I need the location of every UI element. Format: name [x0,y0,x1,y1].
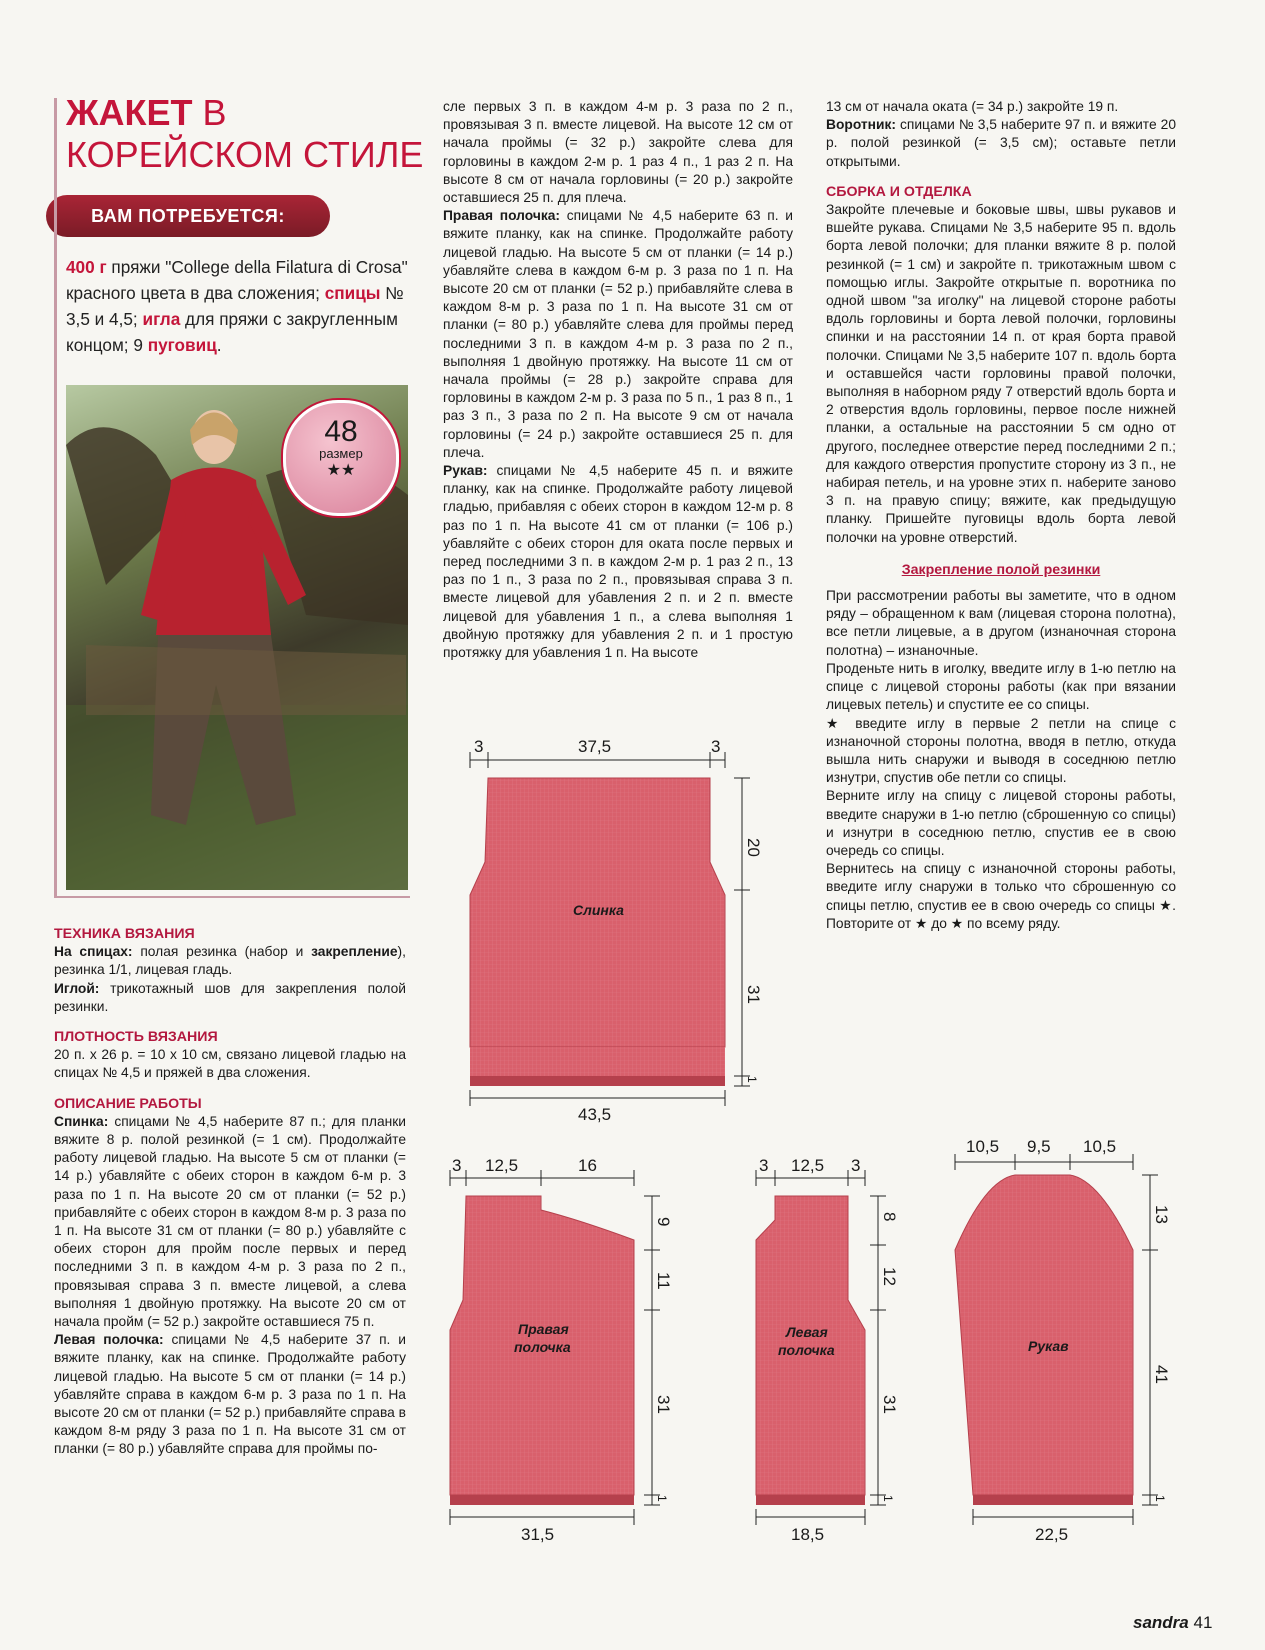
right-height-2: 11 [654,1272,673,1290]
materials-list: 400 г пряжи "College della Filatura di Crosa" красного цвета в два сложения; спицы № 3,5 и 4,5; игла для пряжи с закругленным концом; 9 пуговиц. [66,257,408,355]
left-top-mid: 12,5 [791,1156,825,1175]
left-top-left: 3 [759,1156,769,1175]
right-front-text: Правая полочка: спицами № 4,5 наберите 63 п. и вяжите планку, как на спинке. Продолжайте работу лицевой гладью. На высоте 5 см от планки (= 14 р.) убавляйте слева в каждом 6-м р. 3 раза по 1 п. На высоте 20 см от планки (= 52 р.) прибавляйте слева в каждом 8-м р. 3 раза по 1 п. На высоте 31 см от планки (= 80 р.) убавляйте слева для проймы перед последними 3 п. в каждом 4-м р. 3 раза по 2 п., выполняя 1 двойную протяжку. На высоте 11 см от начала проймы (= 28 р.) закройте справа для горловины в каждом 2-м р. 3 раза по 5 п., 1 раз 8 п., 1 раз 3 п., 3 раза по 2 п. На высоте 9 см от начала горловины (= 24 р.) закройте оставшиеся 25 п. для плеча. [443,208,793,460]
back-top-right: 3 [711,737,721,756]
heading-assembly: СБОРКА И ОТДЕЛКА [826,183,972,200]
technique-text-2: Иглой: трикотажный шов для закрепления полой резинки. [54,980,406,1014]
sleeve-top-right: 10,5 [1083,1137,1117,1156]
heading-description: ОПИСАНИЕ РАБОТЫ [54,1095,202,1112]
sleeve-continued: 13 см от начала оката (= 34 р.) закройте 19 п. [826,99,1119,114]
size-number: 48 [324,415,358,448]
title-bold: ЖАКЕТ [66,92,193,133]
page-footer [1133,1613,1212,1633]
right-front-plank [450,1495,634,1505]
rib-text-3: ★ введите иглу в первые 2 петли на спице с изнаночной стороны полотна, вводя в петлю, откуда вышла нить снаружи и выводя в соседнюю петлю изнутри, спустив обе петли со спицы. [826,715,1176,786]
materials-heading: ВАМ ПОТРЕБУЕТСЯ: [46,195,330,237]
sleeve-plank [973,1495,1133,1505]
back-label: Слинка [573,902,624,918]
sleeve-text: Рукав: спицами № 4,5 наберите 45 п. и вяжите планку, как на спинке. Продолжайте работу лицевой гладью, прибавляя с обеих сторон в каждом 12-м р. 8 раз по 1 п. На высоте 41 см от планки (= 106 р.) убавляйте с обеих сторон для оката после первых и перед последними 3 п. в каждом 2-м р. 1 раз 2 п., 13 раз по 1 п., 3 раза по 2 п., провязывая справа 3 п. вместе лицевой для убавления 2 п. и 2 п. вместе лицевой для убавления 1 п., а слева выполняя 1 двойную протяжку для убавления 2 п. и 1 простую протяжку для убавления 1 п. На высоте [443,463,793,661]
back-height-3: 1 [745,1076,759,1083]
back-top-mid: 37,5 [578,737,612,756]
left-bottom: 18,5 [791,1525,825,1544]
right-label-2: полочка [514,1339,571,1355]
right-height-3: 31 [654,1395,673,1414]
sleeve-height-3: 1 [1153,1495,1167,1502]
page-number: 41 [1193,1613,1213,1632]
technique-text-1: На спицах: полая резинка (набор и закрепление), резинка 1/1, лицевая гладь. [54,944,406,978]
back-text: Спинка: спицами № 4,5 наберите 87 п.; для планки вяжите 8 р. полой резинкой (= 1 см). Продолжайте работу лицевой гладью. На высоте 5 см от планки (= 14 р.) убавляйте с обеих сторон в каждом 6-м р. 3 раза по 1 п. На высоте 20 см от планки (= 52 р.) прибавляйте с обеих сторон в каждом 8-м р. 3 раза по 1 п. На высоте 31 см от планки (= 80 р.) убавляйте с обеих сторон для пройм после первых и перед последними 3 п. в каждом 4-м р. 3 раза по 2 п., провязывая справа 3 п. вместе лицевой, а слева выполняя 1 двойную протяжку. На высоте 20 см от начала пройм (= 52 р.) закройте оставшиеся 75 п. [54,1113,406,1330]
sleeve-bottom: 22,5 [1035,1525,1069,1544]
left-height-4: 1 [881,1495,895,1502]
left-height-1: 8 [880,1212,899,1222]
back-top-left: 3 [474,737,484,756]
back-shape-lower [470,1047,725,1076]
left-front-plank [756,1495,865,1505]
right-label-1: Правая [518,1321,569,1337]
left-label-2: полочка [778,1342,835,1358]
sleeve-height-1: 13 [1152,1205,1171,1224]
heading-density: ПЛОТНОСТЬ ВЯЗАНИЯ [54,1029,218,1046]
back-bottom: 43,5 [578,1105,612,1124]
rib-text-2: Проденьте нить в иголку, введите иглу в 1-ю петлю на спице с лицевой стороны работы (как при вязании лицевых петель) и спустите ее со спицы. [826,660,1176,713]
collar-text: Воротник: спицами № 3,5 наберите 97 п. и вяжите 20 р. полой резинкой (= 3,5 см); оставьте петли открытыми. [826,117,1176,169]
rib-text-5: Вернитесь на спицу с изнаночной стороны работы, введите иглу снаружи в только что сброшенную со спицы петлю, спустив ее в свою очередь со спицы ★. Повторите от ★ до ★ по всему ряду. [826,861,1176,931]
left-height-2: 12 [880,1267,899,1286]
right-height-1: 9 [654,1217,673,1227]
right-height-4: 1 [655,1495,669,1502]
assembly-text: Закройте плечевые и боковые швы, швы рукавов и вшейте рукава. Спицами № 3,5 наберите 95 п. вдоль борта левой полочки; для планки вяжите 8 р. полой резинкой (= 1 см) и закройте п. трикотажным швом с помощью иглы. Закройте открытые п. воротника по одной швом "за иголку" на лицевой стороне работы вдоль горловины и борта левой полочки, горловины спинки и на расстоянии 14 п. от края борта правой полочки. Спицами № 3,5 наберите 107 п. вдоль борта и оставшейся части горловины правой полочки, выполняя в наборном ряду 7 отверстий вдоль борта и 2 отверстия вдоль горловины, первое после нижней планки, а остальные на расстоянии 5 см одно от другого, последнее отверстие перед последними 2 п.; для каждого отверстия пропустите сторону из 3 п., не набирая петель, и на уровне этих п. наберите заново 3 п. на правую спицу; вяжите, как предыдущую планку. Пришейте пуговицы вдоль борта левой полочки на уровне отверстий. [826,202,1176,545]
sleeve-height-2: 41 [1152,1365,1171,1384]
left-front-continued: сле первых 3 п. в каждом 4-м р. 3 раза по 2 п., провязывая 3 п. вместе лицевой. На высоте 12 см от начала проймы (= 32 р.) закройте слева для горловины в каждом 2-м р. 1 раз 4 п., 1 раз 2 п. На высоте 8 см от начала горловины (= 20 р.) закройте оставшиеся 25 п. для плеча. [443,99,793,206]
size-label: размер [319,446,363,461]
density-text: 20 п. х 26 р. = 10 х 10 см, связано лицевой гладью на спицах № 4,5 и пряжей в два сложения. [54,1047,406,1081]
left-height-3: 31 [880,1395,899,1414]
sleeve-top-mid: 9,5 [1027,1137,1051,1156]
sleeve-top-left: 10,5 [966,1137,1000,1156]
right-bottom: 31,5 [521,1525,555,1544]
right-top-left: 3 [452,1156,462,1175]
title-rest: В КОРЕЙСКОМ СТИЛЕ [66,92,424,175]
heading-technique: ТЕХНИКА ВЯЗАНИЯ [54,926,195,942]
back-plank [470,1076,725,1086]
diagram-back [470,752,750,1106]
left-label-1: Левая [786,1324,828,1340]
difficulty-stars: ★★ [326,462,356,479]
right-top-mid: 12,5 [485,1156,519,1175]
left-top-right: 3 [851,1156,861,1175]
sleeve-shape [955,1175,1133,1495]
sleeve-label: Рукав [1028,1338,1069,1354]
right-top-right: 16 [578,1156,597,1175]
subheading-rib-fix: Закрепление полой резинки [901,561,1101,578]
left-front-text: Левая полочка: спицами № 4,5 наберите 37 п. и вяжите планку, как на спинке. Продолжайте работу лицевой гладью. На высоте 5 см от планки (= 14 р.) убавляйте справа в каждом 6-м р. 3 раза по 1 п. На высоте 20 см от планки (= 52 р.) прибавляйте справа в каждом 8-м ряду 3 раза по 1 п. На высоте 31 см от планки (= 80 р.) убавляйте справа для проймы по- [54,1332,406,1457]
back-height-2: 31 [744,985,763,1004]
back-height-1: 20 [744,838,763,857]
rib-text-1: При рассмотрении работы вы заметите, что в одном ряду – обращенном к вам (лицевая сторона полотна), все петли лицевые, а в другом (изнаночная сторона полотна) – изнаночные. [826,588,1176,658]
brand-name: sandra [1133,1613,1189,1632]
rib-text-4: Верните иглу на спицу с лицевой стороны работы, введите снаружи в 1-ю петлю (сброшенную со спицы) и изнутри в соседнюю петлю, спустив ее в свою очередь со спицы. [826,788,1176,858]
